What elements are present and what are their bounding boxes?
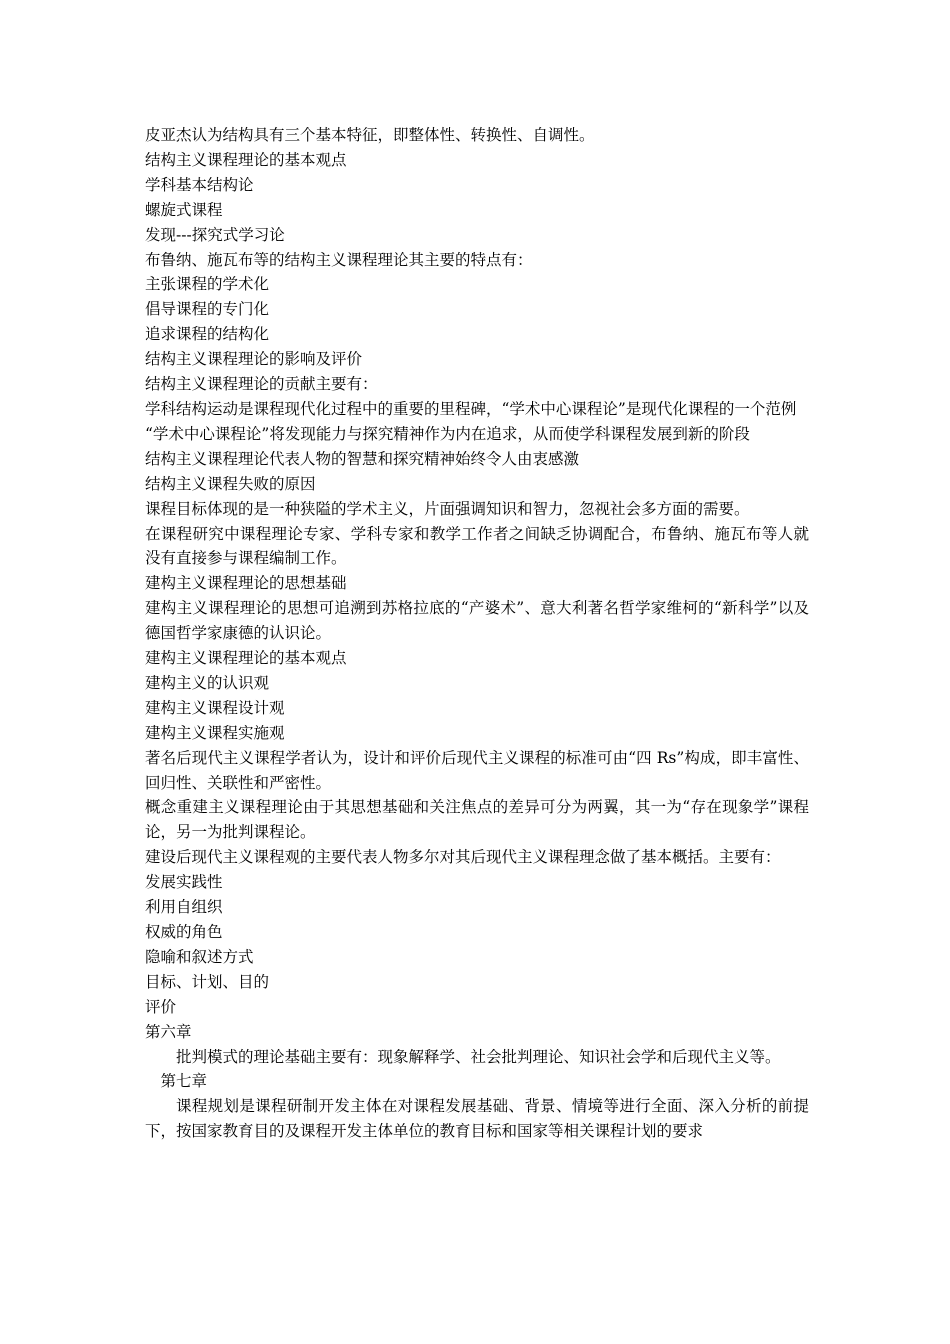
paragraph: 在课程研究中课程理论专家、学科专家和教学工作者之间缺乏协调配合，布鲁纳、施瓦布等人就没有直接参与课程编制工作。: [145, 524, 809, 568]
heading: 建构主义课程理论的思想基础: [145, 574, 347, 593]
list-item: 追求课程的结构化: [145, 325, 270, 344]
list-item: 建构主义课程实施观: [145, 723, 285, 742]
list-item: 倡导课程的专门化: [145, 300, 270, 319]
paragraph: 课程规划是课程研制开发主体在对课程发展基础、背景、情境等进行全面、深入分析的前提下，按国家教育目的及课程开发主体单位的教育目标和国家等相关课程计划的要求: [145, 1097, 809, 1141]
paragraph: 概念重建主义课程理论由于其思想基础和关注焦点的差异可分为两翼，其一为“存在现象学”课程论，另一为批判课程论。: [145, 798, 809, 842]
heading: 结构主义课程理论的影响及评价: [145, 350, 363, 369]
paragraph: 结构主义课程理论的贡献主要有：: [145, 375, 378, 394]
list-item: 学科基本结构论: [145, 175, 254, 194]
chapter-heading: 第七章: [160, 1072, 208, 1091]
list-item: 主张课程的学术化: [145, 275, 270, 294]
paragraph: 结构主义课程理论代表人物的智慧和探究精神始终令人由衷感激: [145, 449, 580, 468]
paragraph: 著名后现代主义课程学者认为，设计和评价后现代主义课程的标准可由“四 Rs”构成，即丰富性、回归性、关联性和严密性。: [145, 748, 809, 792]
heading: 结构主义课程理论的基本观点: [145, 150, 347, 169]
list-item: 发现---探究式学习论: [145, 225, 285, 244]
list-item: 利用自组织: [145, 898, 223, 917]
list-item: 螺旋式课程: [145, 200, 223, 219]
list-item: 评价: [145, 997, 177, 1016]
paragraph: 建设后现代主义课程观的主要代表人物多尔对其后现代主义课程理念做了基本概括。主要有：: [145, 848, 781, 867]
paragraph: “学术中心课程论”将发现能力与探究精神作为内在追求，从而使学科课程发展到新的阶段: [145, 424, 750, 443]
paragraph: 建构主义课程理论的思想可追溯到苏格拉底的“产婆术”、意大利著名哲学家维柯的“新科学”以及德国哲学家康德的认识论。: [145, 599, 809, 643]
list-item: 建构主义课程设计观: [145, 698, 285, 717]
paragraph: 皮亚杰认为结构具有三个基本特征，即整体性、转换性、自调性。: [145, 126, 595, 144]
paragraph: 课程目标体现的是一种狭隘的学术主义，片面强调知识和智力，忽视社会多方面的需要。: [145, 499, 750, 518]
paragraph: 批判模式的理论基础主要有：现象解释学、社会批判理论、知识社会学和后现代主义等。: [176, 1047, 781, 1066]
document-body: [145, 123, 809, 1144]
heading: 结构主义课程失败的原因: [145, 474, 316, 493]
list-item: 发展实践性: [145, 873, 223, 892]
list-item: 目标、计划、目的: [145, 972, 270, 991]
paragraph: 学科结构运动是课程现代化过程中的重要的里程碑，“学术中心课程论”是现代化课程的一个范例: [145, 399, 797, 418]
list-item: 隐喻和叙述方式: [145, 947, 254, 966]
paragraph: 布鲁纳、施瓦布等的结构主义课程理论其主要的特点有：: [145, 250, 533, 269]
heading: 建构主义课程理论的基本观点: [145, 649, 347, 668]
chapter-heading: 第六章: [145, 1022, 192, 1041]
list-item: 权威的角色: [145, 923, 223, 941]
list-item: 建构主义的认识观: [145, 673, 270, 692]
